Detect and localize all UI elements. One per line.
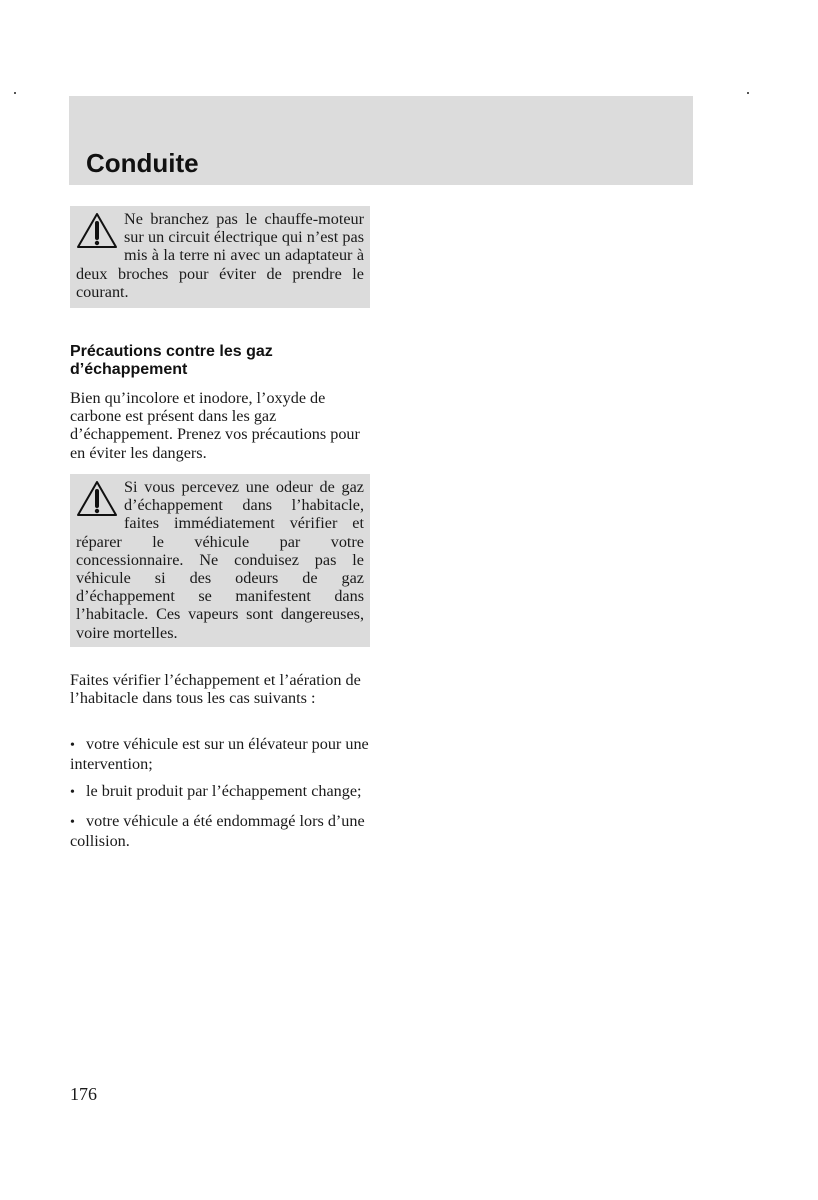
- chapter-title: Conduite: [86, 148, 199, 178]
- warning-box-exhaust-odor: [70, 474, 370, 647]
- section-intro-paragraph: Bien qu’incolore et inodore, l’oxyde de carbone est présent dans les gaz d’échappement. Prenez vos précautions pour en éviter les dangers.: [70, 389, 360, 462]
- checks-intro-paragraph: Faites vérifier l’échappement et l’aération de l’habitacle dans tous les cas suivants :: [70, 671, 361, 708]
- section-heading-line-1: Précautions contre les gaz: [70, 343, 273, 360]
- checks-bullet-list: [70, 735, 370, 859]
- bullet-icon: •: [70, 814, 75, 830]
- warning-text: Ne branchez pas le chauffe-moteur sur un circuit électrique qui n’est pas mis à la terre ni avec un adaptateur à deux broches pour éviter de prendre le courant.: [76, 210, 364, 301]
- crop-mark-right: [747, 92, 749, 94]
- chapter-header-band: [69, 96, 693, 185]
- list-item: [70, 812, 370, 850]
- warning-text: Si vous percevez une odeur de gaz d’échappement dans l’habitacle, faites immédiatement vérifier et réparer le véhicule par votre concessionnaire. Ne conduisez pas le véhicule si des odeurs de gaz d’échappement se manifestent dans l’habitacle. Ces vapeurs sont dangereuses, voire mortelles.: [76, 478, 364, 642]
- list-item-text: votre véhicule a été endommagé lors d’une collision.: [70, 811, 365, 850]
- page-number: 176: [70, 1084, 97, 1104]
- list-item-text: le bruit produit par l’échappement change;: [86, 782, 362, 801]
- list-item: [70, 782, 370, 802]
- section-heading-line-2: d’échappement: [70, 361, 188, 378]
- crop-mark-left: [14, 92, 16, 94]
- bullet-icon: •: [70, 738, 75, 753]
- list-item-text: votre véhicule est sur un élévateur pour une intervention;: [70, 735, 369, 774]
- warning-box-block-heater: [70, 206, 370, 308]
- warning-triangle-icon: [76, 212, 118, 250]
- bullet-icon: •: [70, 785, 75, 801]
- list-item: [70, 735, 370, 773]
- section-heading: [70, 343, 370, 379]
- warning-triangle-icon: [76, 480, 118, 518]
